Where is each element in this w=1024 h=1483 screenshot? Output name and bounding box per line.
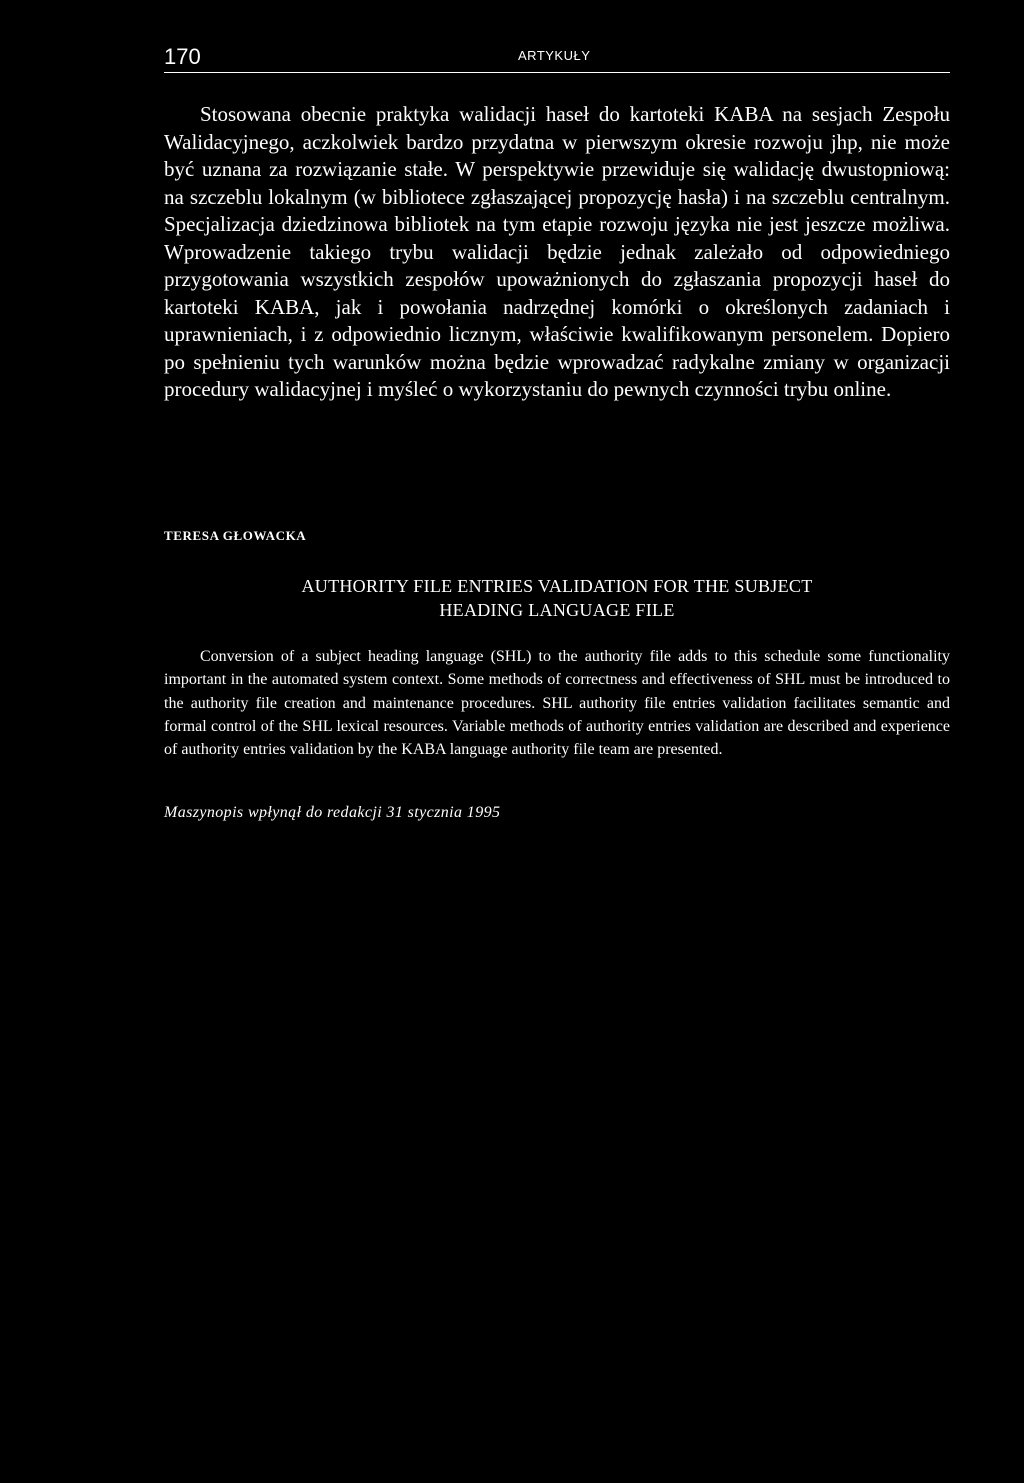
header-rule <box>164 72 950 73</box>
received-note: Maszynopis wpłynął do redakcji 31 stycznia 1995 <box>164 804 501 821</box>
body-paragraph: Stosowana obecnie praktyka walidacji haseł do kartoteki KABA na sesjach Zespołu Walidacyjnego, aczkolwiek bardzo przydatna w pierwszym okresie rozwoju jhp, nie może być uznana za rozwiązanie stałe. W perspektywie przewiduje się walidację dwustopniową: na szczeblu lokalnym (w bibliotece zgłaszającej propozycję hasła) i na szczeblu centralnym. Specjalizacja dziedzinowa bibliotek na tym etapie rozwoju języka nie jest jeszcze możliwa. Wprowadzenie takiego trybu walidacji będzie jednak zależało od odpowiedniego przygotowania wszystkich zespołów upoważnionych do zgłaszania propozycji haseł do kartoteki KABA, jak i powołania nadrzędnej komórki o określonych zadaniach i uprawnieniach, i z odpowiednio licznym, właściwie kwalifikowanym personelem. Dopiero po spełnieniu tych warunków można będzie wprowadzać radykalne zmiany w organizacji procedury walidacyjnej i myśleć o wykorzystaniu do pewnych czynności trybu online. <box>164 102 950 401</box>
page-header <box>164 40 950 74</box>
running-head: ARTYKUŁY <box>518 48 591 63</box>
summary-abstract: Conversion of a subject heading language (SHL) to the authority file adds to this schedule some functionality important in the automated system context. Some methods of correctness and effectiveness of SHL must be introduced to the authority file creation and maintenance procedures. SHL authority file entries validation facilitates semantic and formal control of the SHL lexical resources. Variable methods of authority entries validation are described and experience of authority entries validation by the KABA language authority file team are presented. <box>164 648 950 759</box>
summary-title-line-2: HEADING LANGUAGE FILE <box>439 600 675 620</box>
summary-title-line-1: AUTHORITY FILE ENTRIES VALIDATION FOR THE SUBJECT <box>301 576 813 596</box>
article-body <box>164 101 950 404</box>
summary-title <box>164 574 950 622</box>
page-number: 170 <box>164 44 201 69</box>
summary-author: TERESA GŁOWACKA <box>164 528 307 543</box>
